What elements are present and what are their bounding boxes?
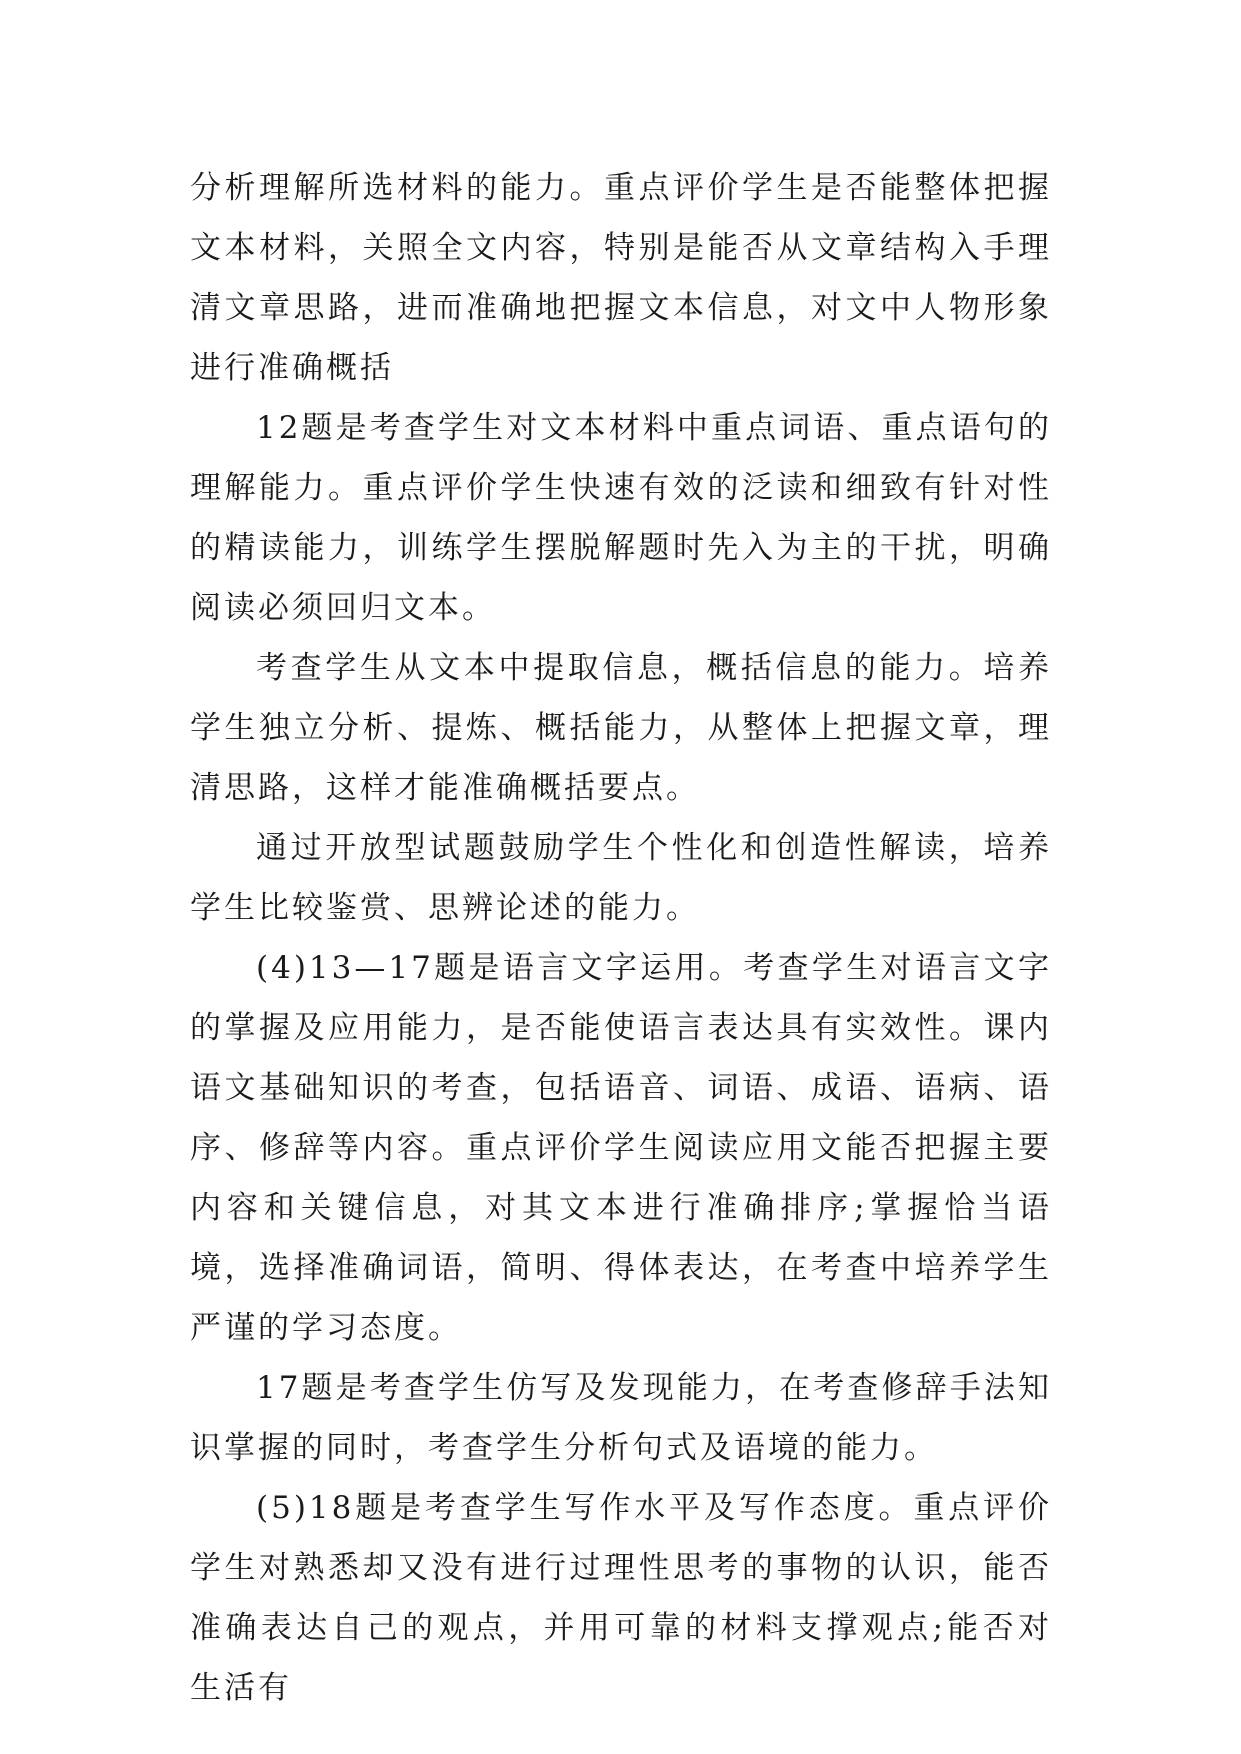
paragraph-5: (4)13—17题是语言文字运用。考查学生对语言文字的掌握及应用能力，是否能使语言表达具有实效性。课内语文基础知识的考查，包括语音、词语、成语、语病、语序、修辞等内容。重点评价学生阅读应用文能否把握主要内容和关键信息，对其文本进行准确排序;掌握恰当语境，选择准确词语，简明、得体表达，在考查中培养学生严谨的学习态度。 [190,950,1052,1346]
paragraph-2: 12题是考查学生对文本材料中重点词语、重点语句的理解能力。重点评价学生快速有效的泛读和细致有针对性的精读能力，训练学生摆脱解题时先入为主的干扰，明确阅读必须回归文本。 [190,410,1052,626]
document-page [190,158,1052,1718]
paragraph-6: 17题是考查学生仿写及发现能力，在考查修辞手法知识掌握的同时，考查学生分析句式及语境的能力。 [190,1370,1052,1466]
paragraph-7: (5)18题是考查学生写作水平及写作态度。重点评价学生对熟悉却又没有进行过理性思考的事物的认识，能否准确表达自己的观点，并用可靠的材料支撑观点;能否对生活有 [190,1490,1052,1706]
paragraph-4: 通过开放型试题鼓励学生个性化和创造性解读，培养学生比较鉴赏、思辨论述的能力。 [190,830,1052,926]
paragraph-1: 分析理解所选材料的能力。重点评价学生是否能整体把握文本材料，关照全文内容，特别是能否从文章结构入手理清文章思路，进而准确地把握文本信息，对文中人物形象进行准确概括 [190,170,1052,386]
paragraph-3: 考查学生从文本中提取信息，概括信息的能力。培养学生独立分析、提炼、概括能力，从整体上把握文章，理清思路，这样才能准确概括要点。 [190,650,1052,806]
